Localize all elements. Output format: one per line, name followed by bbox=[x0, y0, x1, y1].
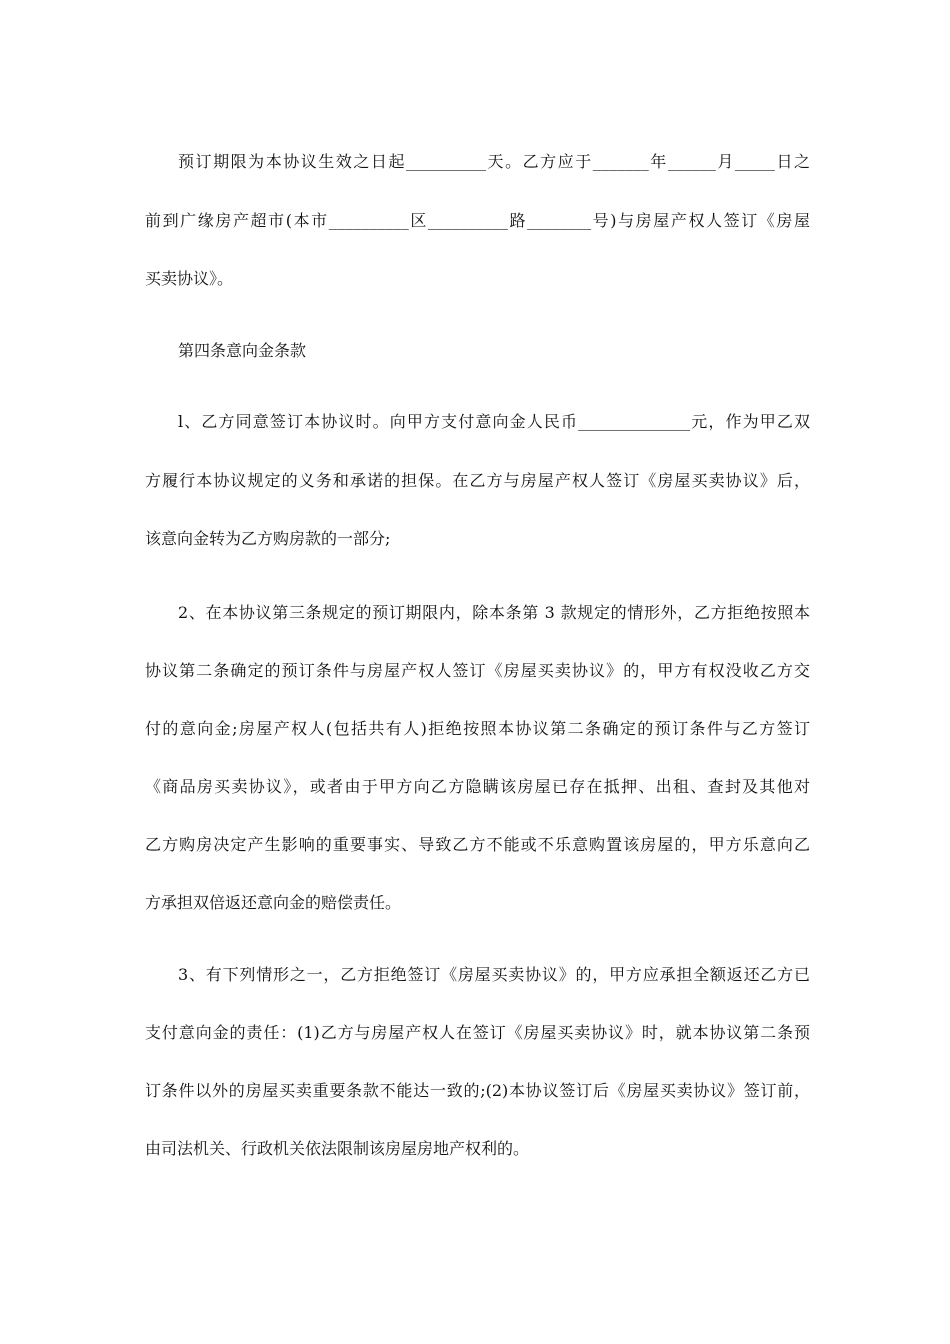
clause-1-line-1: l、乙方同意签订本协议时。向甲方支付意向金人民币______________元，作为甲乙双 bbox=[178, 412, 810, 431]
clause-3-line-1: 3、有下列情形之一，乙方拒绝签订《房屋买卖协议》的，甲方应承担全额返还乙方已 bbox=[178, 965, 810, 984]
booking-period-line-1: 预订期限为本协议生效之日起__________天。乙方应于_______年______月_____日之 bbox=[178, 152, 810, 171]
clause-3-line-2: 支付意向金的责任：(1)乙方与房屋产权人在签订《房屋买卖协议》时，就本协议第二条预 bbox=[145, 1023, 810, 1042]
clause-3-line-3: 订条件以外的房屋买卖重要条款不能达一致的;(2)本协议签订后《房屋买卖协议》签订前， bbox=[145, 1081, 810, 1100]
booking-period-line-2: 前到广缘房产超市(本市__________区__________路________号)与房屋产权人签订《房屋 bbox=[145, 211, 810, 230]
clause-2-line-1: 2、在本协议第三条规定的预订期限内，除本条第 3 款规定的情形外，乙方拒绝按照本 bbox=[178, 603, 810, 622]
clause-2-line-5: 乙方购房决定产生影响的重要事实、导致乙方不能或不乐意购置该房屋的，甲方乐意向乙 bbox=[145, 835, 810, 854]
clause-3-line-4: 由司法机关、行政机关依法限制该房屋房地产权利的。 bbox=[145, 1139, 530, 1158]
clause-2-line-4: 《商品房买卖协议》，或者由于甲方向乙方隐瞒该房屋已存在抵押、出租、查封及其他对 bbox=[145, 777, 810, 796]
clause-2-line-3: 付的意向金;房屋产权人(包括共有人)拒绝按照本协议第二条确定的预订条件与乙方签订 bbox=[145, 719, 810, 738]
clause-2-line-6: 方承担双倍返还意向金的赔偿责任。 bbox=[145, 893, 402, 912]
article-4-heading: 第四条意向金条款 bbox=[178, 341, 307, 360]
booking-period-line-3: 买卖协议》。 bbox=[145, 269, 234, 288]
clause-2-line-2: 协议第二条确定的预订条件与房屋产权人签订《房屋买卖协议》的，甲方有权没收乙方交 bbox=[145, 661, 810, 680]
clause-1-line-2: 方履行本协议规定的义务和承诺的担保。在乙方与房屋产权人签订《房屋买卖协议》后， bbox=[145, 471, 810, 490]
clause-1-line-3: 该意向金转为乙方购房款的一部分; bbox=[145, 529, 391, 548]
